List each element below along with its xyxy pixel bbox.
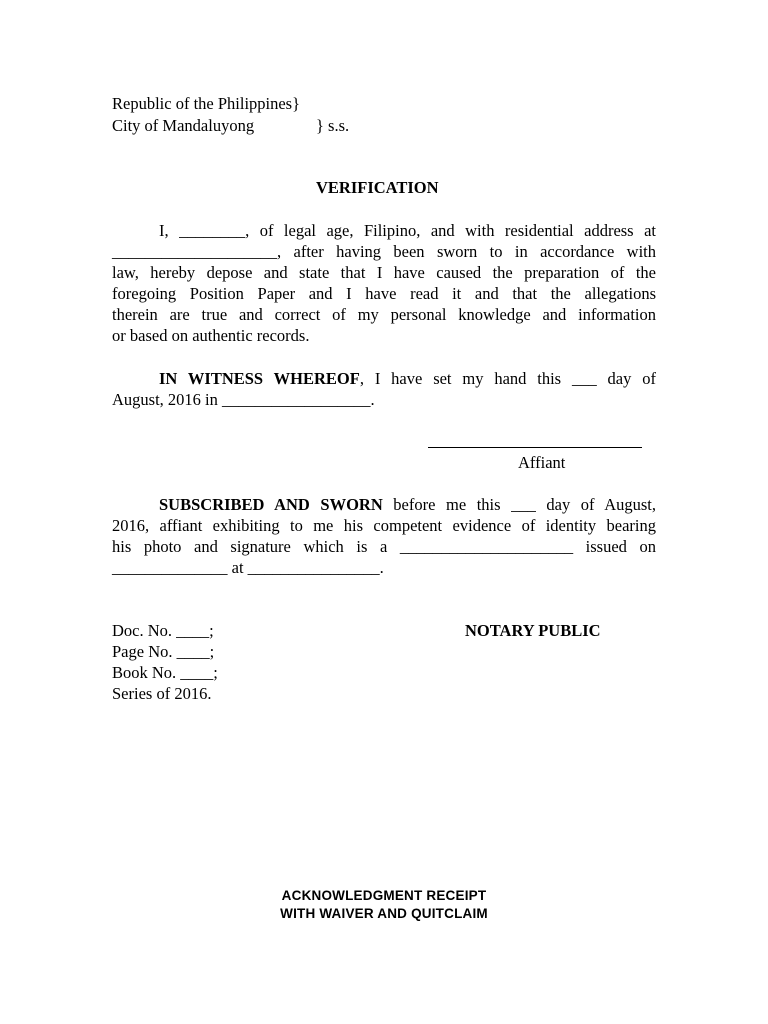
verification-paragraph	[112, 220, 656, 346]
venue-city: City of Mandaluyong	[112, 116, 255, 135]
witness-line-2: August, 2016 in __________________.	[112, 390, 375, 409]
verification-line-2: ____________________, after having been sworn to in accordance with	[112, 242, 656, 261]
jurat-line-1-rest: before me this ___ day of August,	[382, 495, 656, 514]
venue-ss: } s.s.	[316, 116, 350, 135]
witness-line-1	[112, 368, 656, 389]
jurat-line-1	[112, 494, 656, 515]
jurat-lead: SUBSCRIBED AND SWORN	[159, 495, 383, 514]
verification-line-3: law, hereby depose and state that I have caused the preparation of the	[112, 263, 656, 282]
notary-public-label: NOTARY PUBLIC	[465, 621, 601, 640]
verification-line-1: I, ________, of legal age, Filipino, and with residential address at	[159, 221, 656, 240]
book-no: Book No. ____;	[112, 663, 218, 682]
page-no: Page No. ____;	[112, 642, 215, 661]
affiant-signature-line	[428, 447, 642, 448]
document-title: VERIFICATION	[316, 178, 439, 197]
witness-line-1-rest: , I have set my hand this ___ day of	[359, 369, 656, 388]
venue-country: Republic of the Philippines}	[112, 94, 301, 113]
next-section-title-line-1: ACKNOWLEDGMENT RECEIPT	[281, 888, 487, 903]
jurat-paragraph	[112, 494, 656, 578]
verification-line-4: foregoing Position Paper and I have read it and that the allegations	[112, 284, 656, 303]
verification-line-6: or based on authentic records.	[112, 326, 310, 345]
jurat-line-4: ______________ at ________________.	[112, 558, 384, 577]
witness-paragraph	[112, 368, 656, 410]
jurat-line-2: 2016, affiant exhibiting to me his competent evidence of identity bearing	[112, 516, 656, 535]
series: Series of 2016.	[112, 684, 212, 703]
witness-lead: IN WITNESS WHEREOF	[159, 369, 360, 388]
jurat-line-3: his photo and signature which is a _____________________ issued on	[112, 537, 656, 556]
verification-line-5: therein are true and correct of my personal knowledge and information	[112, 305, 656, 324]
affiant-label: Affiant	[518, 453, 566, 472]
next-section-title-line-2: WITH WAIVER AND QUITCLAIM	[280, 906, 488, 921]
doc-no: Doc. No. ____;	[112, 621, 214, 640]
